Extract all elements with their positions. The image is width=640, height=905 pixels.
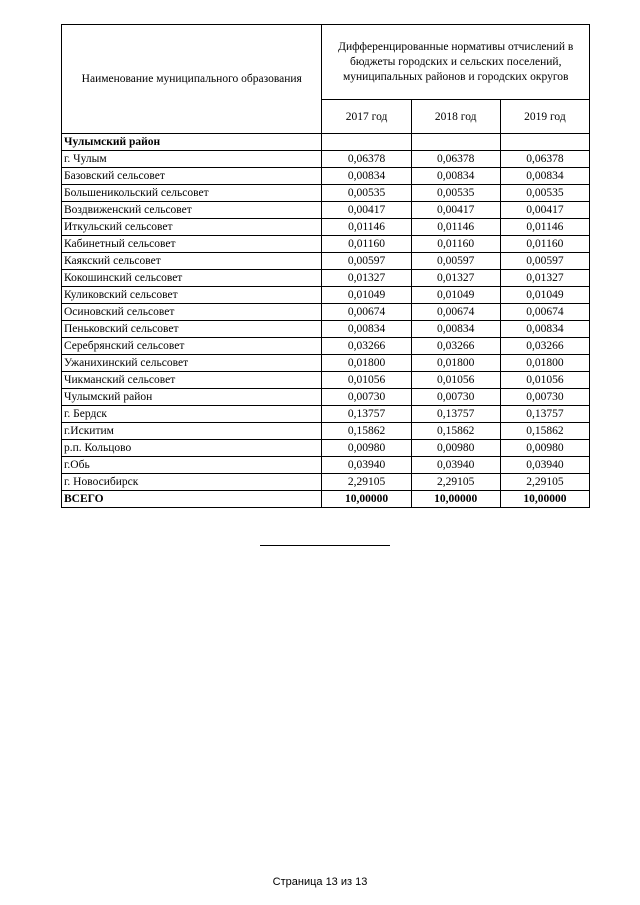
header-year-2018: 2018 год <box>411 100 500 134</box>
cell-2019: 0,00834 <box>500 321 589 338</box>
cell-name: Большеникольский сельсовет <box>62 185 322 202</box>
section-title: Чулымский район <box>62 134 322 151</box>
cell-2019: 2,29105 <box>500 474 589 491</box>
cell-2019: 0,15862 <box>500 423 589 440</box>
cell-2019: 0,00674 <box>500 304 589 321</box>
end-of-document-rule <box>260 545 390 546</box>
table-row <box>62 372 590 389</box>
table-row <box>62 457 590 474</box>
table-row <box>62 355 590 372</box>
table-row <box>62 270 590 287</box>
cell-2017: 0,03266 <box>322 338 411 355</box>
table-row <box>62 474 590 491</box>
cell-2017: 0,01146 <box>322 219 411 236</box>
cell-2018: 0,00674 <box>411 304 500 321</box>
cell-name: Воздвиженский сельсовет <box>62 202 322 219</box>
table-row <box>62 236 590 253</box>
cell-name: Кокошинский сельсовет <box>62 270 322 287</box>
cell-name: Серебрянский сельсовет <box>62 338 322 355</box>
cell-2018: 0,15862 <box>411 423 500 440</box>
cell-2018: 0,01160 <box>411 236 500 253</box>
cell-name: Осиновский сельсовет <box>62 304 322 321</box>
section-row <box>62 134 590 151</box>
cell-2017: 0,01327 <box>322 270 411 287</box>
cell-2019: 0,06378 <box>500 151 589 168</box>
cell-name: Пеньковский сельсовет <box>62 321 322 338</box>
cell-2018: 10,00000 <box>411 491 500 508</box>
cell-name: ВСЕГО <box>62 491 322 508</box>
cell-2017: 0,00535 <box>322 185 411 202</box>
cell-2018: 0,06378 <box>411 151 500 168</box>
cell-2019: 0,01049 <box>500 287 589 304</box>
cell-2018: 0,01146 <box>411 219 500 236</box>
cell-2019: 0,01146 <box>500 219 589 236</box>
cell-name: Каякский сельсовет <box>62 253 322 270</box>
cell-name: Чикманский сельсовет <box>62 372 322 389</box>
table-row <box>62 168 590 185</box>
cell-2017: 0,00980 <box>322 440 411 457</box>
cell-2017: 0,01056 <box>322 372 411 389</box>
cell-2018: 0,00980 <box>411 440 500 457</box>
cell-2019: 0,03266 <box>500 338 589 355</box>
header-municipality-name: Наименование муниципального образования <box>62 25 322 134</box>
cell-name: г. Новосибирск <box>62 474 322 491</box>
cell-2018: 0,03266 <box>411 338 500 355</box>
cell-2017: 0,01800 <box>322 355 411 372</box>
cell-2018: 0,00730 <box>411 389 500 406</box>
table-row <box>62 304 590 321</box>
cell-2019: 0,00980 <box>500 440 589 457</box>
cell-name: Чулымский район <box>62 389 322 406</box>
cell-2019: 0,01056 <box>500 372 589 389</box>
cell-2018: 0,00535 <box>411 185 500 202</box>
cell-2018: 0,13757 <box>411 406 500 423</box>
cell-2017: 2,29105 <box>322 474 411 491</box>
cell-2017: 0,00730 <box>322 389 411 406</box>
cell-2017: 0,15862 <box>322 423 411 440</box>
cell-2017: 0,00597 <box>322 253 411 270</box>
header-year-2019: 2019 год <box>500 100 589 134</box>
cell-2019: 0,00597 <box>500 253 589 270</box>
cell-name: г.Обь <box>62 457 322 474</box>
table-row <box>62 406 590 423</box>
cell-2017: 0,13757 <box>322 406 411 423</box>
cell-2018: 0,03940 <box>411 457 500 474</box>
cell-name: г. Чулым <box>62 151 322 168</box>
cell-2019: 0,00417 <box>500 202 589 219</box>
table-row <box>62 338 590 355</box>
cell-2017: 0,00674 <box>322 304 411 321</box>
cell-2018: 0,00417 <box>411 202 500 219</box>
table-row <box>62 219 590 236</box>
cell-2019: 0,03940 <box>500 457 589 474</box>
table-row <box>62 287 590 304</box>
table-row <box>62 389 590 406</box>
cell-2018: 2,29105 <box>411 474 500 491</box>
cell-2019: 0,01327 <box>500 270 589 287</box>
cell-2018: 0,01049 <box>411 287 500 304</box>
total-row <box>62 491 590 508</box>
cell-2017: 0,00417 <box>322 202 411 219</box>
cell-2018: 0,01800 <box>411 355 500 372</box>
header-year-2017: 2017 год <box>322 100 411 134</box>
cell-2018: 0,00834 <box>411 321 500 338</box>
cell-2019: 0,00834 <box>500 168 589 185</box>
table-row <box>62 321 590 338</box>
cell-name: г. Бердск <box>62 406 322 423</box>
cell-name: Ужанихинский сельсовет <box>62 355 322 372</box>
page-number: Страница 13 из 13 <box>272 876 368 888</box>
table-row <box>62 202 590 219</box>
section-empty-cell <box>411 134 500 151</box>
cell-2019: 0,13757 <box>500 406 589 423</box>
cell-name: Базовский сельсовет <box>62 168 322 185</box>
cell-2018: 0,01327 <box>411 270 500 287</box>
cell-2019: 0,01800 <box>500 355 589 372</box>
table-row <box>62 185 590 202</box>
cell-2017: 0,06378 <box>322 151 411 168</box>
header-normatives: Дифференцированные нормативы отчислений в бюджеты городских и сельских поселений, муниципальных районов и городских округов <box>322 25 590 100</box>
cell-name: г.Искитим <box>62 423 322 440</box>
table-row <box>62 253 590 270</box>
normatives-table <box>61 24 590 508</box>
cell-2019: 0,00730 <box>500 389 589 406</box>
cell-name: р.п. Кольцово <box>62 440 322 457</box>
cell-name: Кабинетный сельсовет <box>62 236 322 253</box>
section-empty-cell <box>500 134 589 151</box>
cell-2018: 0,01056 <box>411 372 500 389</box>
cell-name: Иткульский сельсовет <box>62 219 322 236</box>
cell-2017: 0,03940 <box>322 457 411 474</box>
cell-2018: 0,00597 <box>411 253 500 270</box>
table-row <box>62 423 590 440</box>
cell-2017: 0,00834 <box>322 321 411 338</box>
cell-2017: 0,00834 <box>322 168 411 185</box>
cell-2017: 0,01049 <box>322 287 411 304</box>
cell-2017: 0,01160 <box>322 236 411 253</box>
cell-name: Куликовский сельсовет <box>62 287 322 304</box>
table-row <box>62 151 590 168</box>
table-row <box>62 440 590 457</box>
section-empty-cell <box>322 134 411 151</box>
cell-2018: 0,00834 <box>411 168 500 185</box>
cell-2019: 0,00535 <box>500 185 589 202</box>
cell-2019: 0,01160 <box>500 236 589 253</box>
cell-2019: 10,00000 <box>500 491 589 508</box>
cell-2017: 10,00000 <box>322 491 411 508</box>
